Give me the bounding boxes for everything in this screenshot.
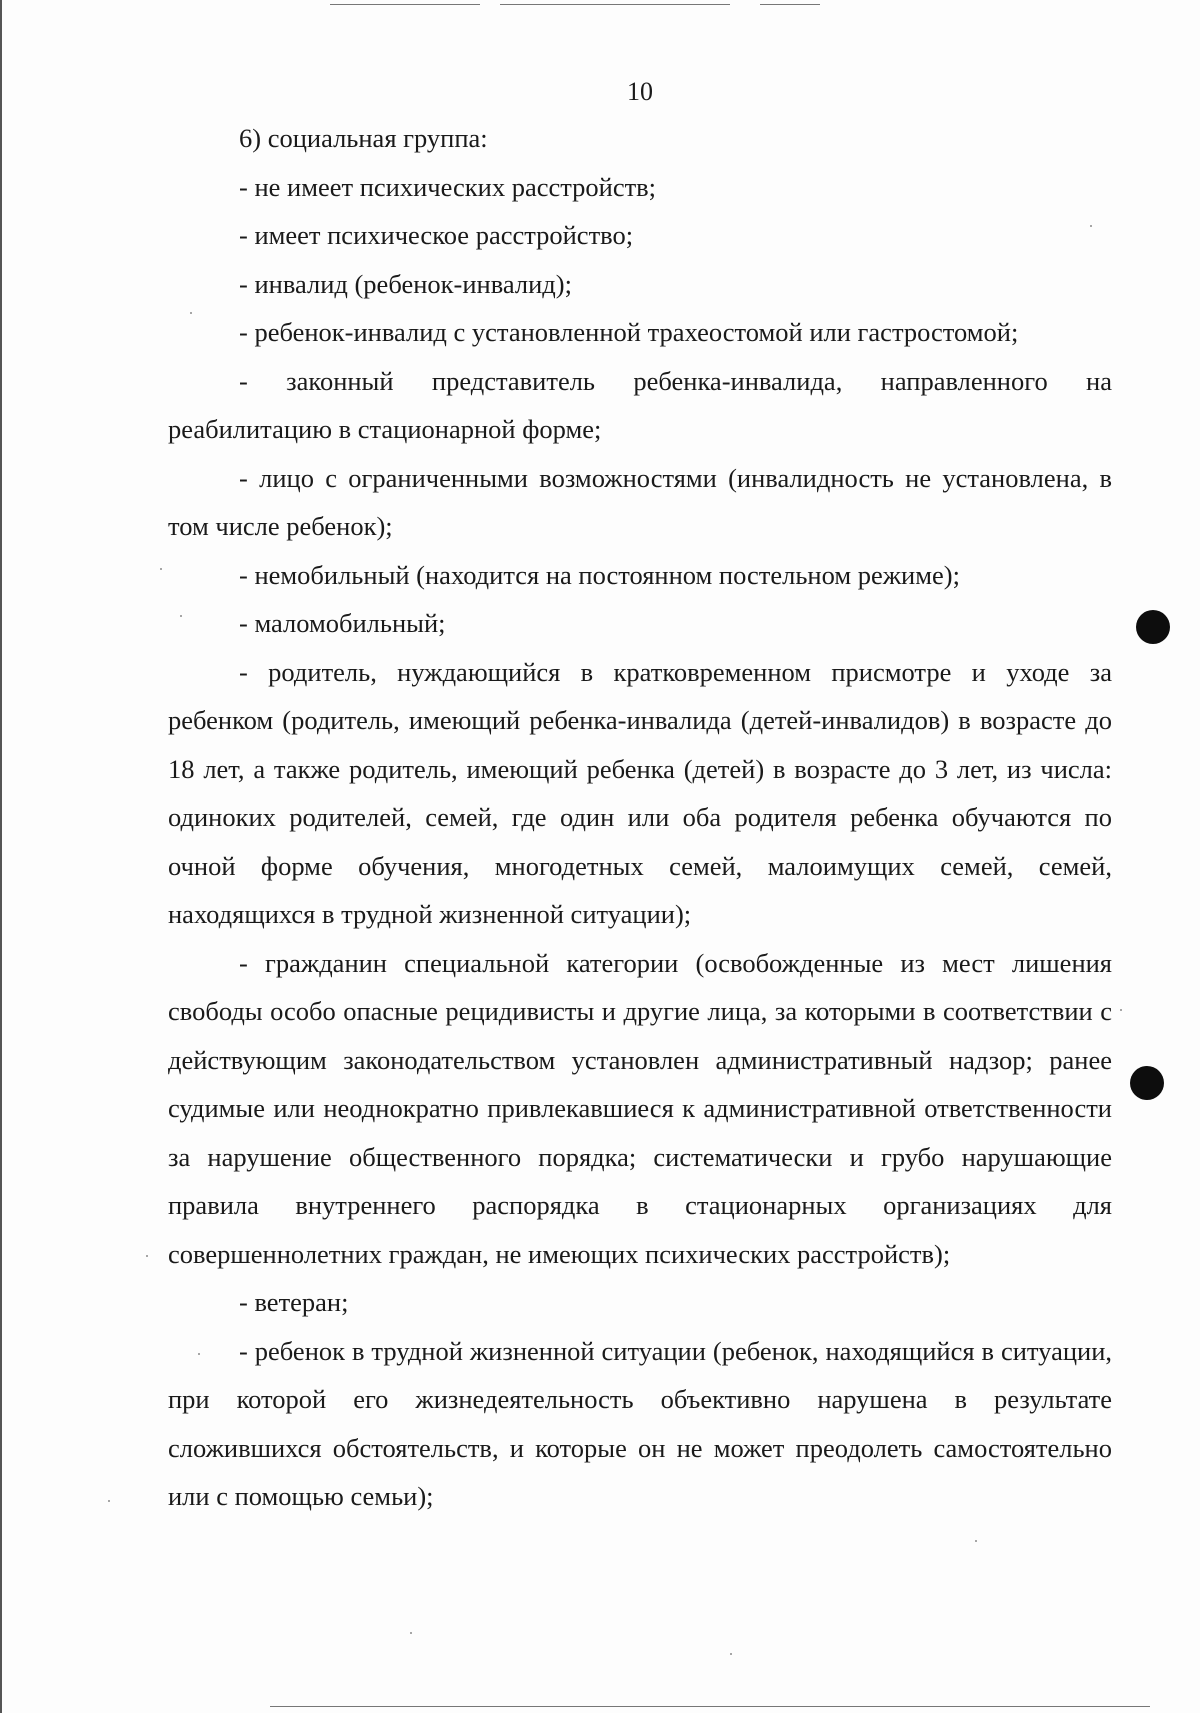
page-number: 10: [627, 77, 653, 106]
scan-speck: [108, 1500, 110, 1502]
scan-speck: [730, 1653, 732, 1655]
scan-speck: [975, 1540, 977, 1542]
list-item: - ребенок-инвалид с установленной трахеостомой или гастростомой;: [239, 317, 1019, 347]
list-item: - не имеет психических расстройств;: [239, 171, 657, 202]
scan-speck: [146, 1255, 148, 1257]
body-text: [168, 114, 1112, 1521]
scan-top-line: [760, 4, 820, 5]
list-item: - имеет психическое расстройство;: [239, 220, 634, 250]
scan-top-line: [330, 4, 480, 5]
list-item: - маломобильный;: [239, 608, 446, 638]
punch-hole-upper: [1136, 610, 1170, 644]
scan-speck: [1120, 1009, 1122, 1011]
list-item: - родитель, нуждающийся в кратковременном присмотре и уходе за ребенком (родитель, имеющий ребенка-инвалида (детей-инвалидов) в возрасте до 18 лет, а также родитель, имеющий ребенка (детей) в возрасте до 3 лет, из числа: одиноких родителей, семей, где один или оба родителя ребенка обучаются по очной форме обучения, многодетных семей, малоимущих семей, семей, находящихся в трудной жизненной ситуации);: [168, 656, 1112, 929]
scan-speck: [160, 568, 162, 570]
punch-hole-lower: [1130, 1066, 1164, 1100]
paragraph: 6) социальная группа:: [239, 123, 488, 153]
scan-bottom-line: [270, 1706, 1150, 1707]
list-item: - гражданин специальной категории (освобожденные из мест лишения свободы особо опасные рецидивисты и другие лица, за которыми в соответствии с действующим законодательством установлен административный надзор; ранее судимые или неоднократно привлекавшиеся к административной ответственности за нарушение общественного порядка; систематически и грубо нарушающие правила внутреннего распорядка в стационарных организациях для совершеннолетних граждан, не имеющих психических расстройств);: [168, 947, 1112, 1269]
list-item: - немобильный (находится на постоянном постельном режиме);: [239, 559, 960, 590]
list-item: - лицо с ограниченными возможностями (инвалидность не установлена, в том числе ребенок);: [168, 462, 1112, 541]
list-item: - ребенок в трудной жизненной ситуации (ребенок, находящийся в ситуации, при которой его жизнедеятельность объективно нарушена в результате сложившихся обстоятельств, и которые он не может преодолеть самостоятельно или с помощью семьи);: [168, 1335, 1112, 1511]
list-item: - законный представитель ребенка-инвалида, направленного на реабилитацию в стационарной форме;: [168, 365, 1112, 444]
scan-top-line: [500, 4, 730, 5]
list-item: - ветеран;: [239, 1287, 349, 1317]
scan-left-edge: [0, 0, 2, 1713]
list-item: - инвалид (ребенок-инвалид);: [239, 268, 572, 299]
scan-speck: [410, 1632, 412, 1634]
